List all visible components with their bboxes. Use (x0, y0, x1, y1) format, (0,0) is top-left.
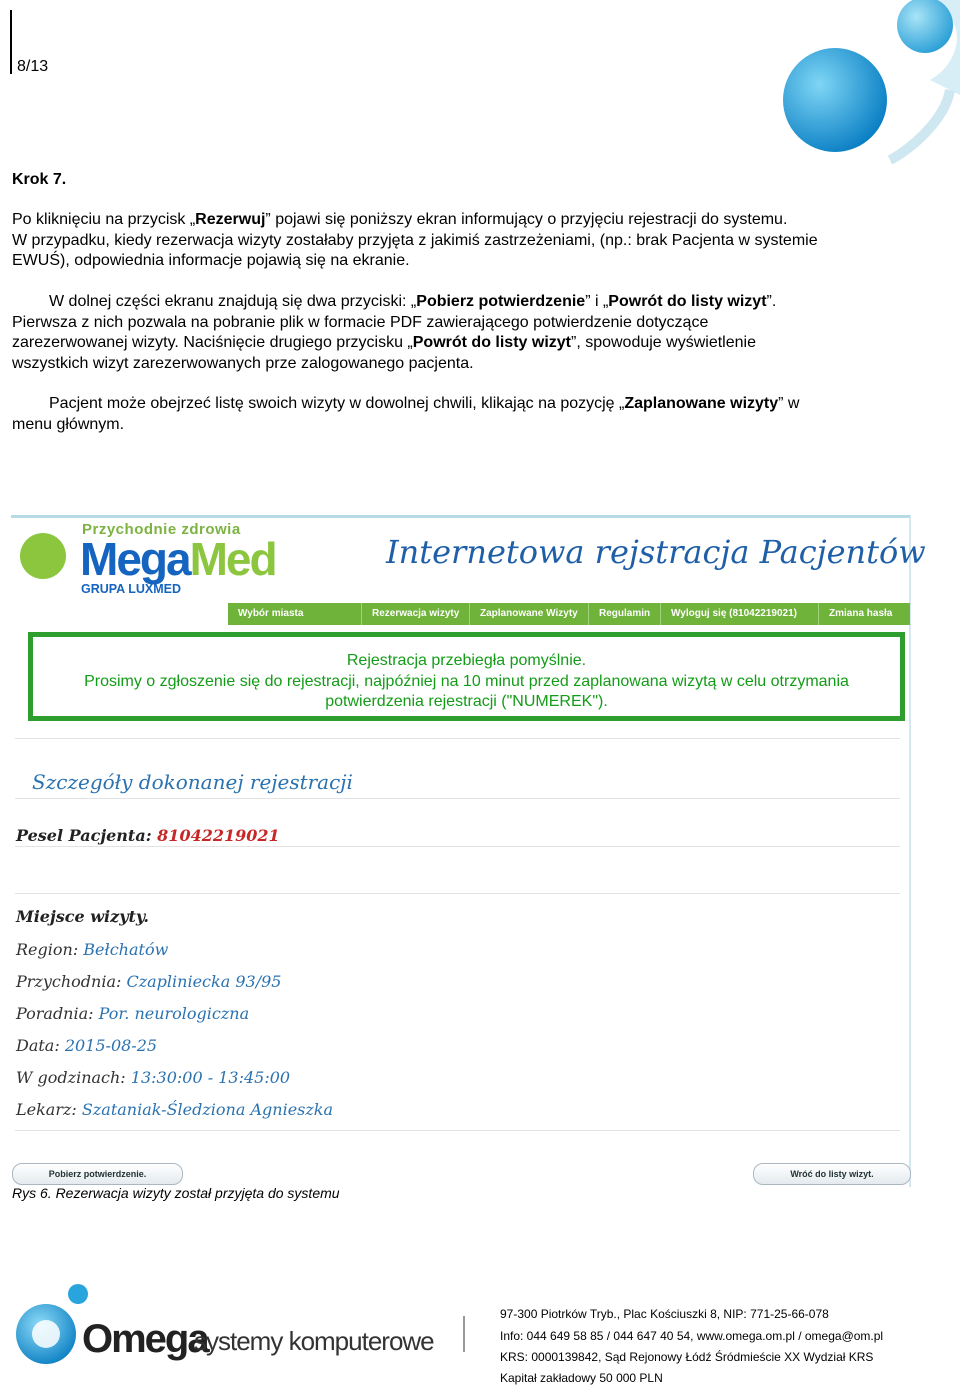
details-heading: Szczegóły dokonanej rejestracji (32, 770, 353, 794)
divider (15, 846, 900, 847)
divider (15, 893, 900, 894)
footer-contact: Info: 044 649 58 85 / 044 647 40 54, www.omega.om.pl / omega@om.pl (500, 1329, 884, 1343)
notice-line-2: Prosimy o zgłoszenie się do rejestracji, najpóźniej na 10 minut przed zaplanowana wizytą w celu otrzymania (84, 672, 849, 690)
page-number: 8/13 (17, 58, 49, 75)
detail-row-doctor: Lekarz: Szataniak-Śledziona Agnieszka (16, 1100, 334, 1119)
notice-line-1: Rejestracja przebiegła pomyślnie. (346, 652, 587, 669)
intro-paragraph-1: Po kliknięciu na przycisk „Rezerwuj” pojawi się poniższy ekran informujący o przyjęciu rejestracji do systemu. W przypadku, kiedy rezerwacja wizyty zostałaby przyjęta z jakimiś zastrzeżeniami, (np.: brak Pacjenta w systemie EWUŚ), odpowiednia informacje pojawią się na ekranie. (12, 211, 818, 269)
download-confirmation-button[interactable]: Pobierz potwierdzenie. (12, 1163, 183, 1185)
detail-row-region: Region: Bełchatów (16, 940, 169, 959)
detail-row-department: Poradnia: Por. neurologiczna (16, 1004, 250, 1023)
footer-address: 97-300 Piotrków Tryb., Plac Kościuszki 8, NIP: 771-25-66-078 (500, 1307, 829, 1321)
divider (15, 798, 900, 799)
step-title: Krok 7. (12, 171, 67, 188)
back-to-visits-button[interactable]: Wróć do listy wizyt. (753, 1163, 911, 1185)
main-menu (228, 603, 910, 625)
detail-row-clinic: Przychodnia: Czaplinieckа 93/95 (16, 972, 282, 991)
megamed-logo: MegaMed (80, 533, 276, 585)
omega-logo-word: Omega (82, 1317, 208, 1361)
nav-item-change-password[interactable]: Zmiana hasła (829, 608, 893, 619)
intro-paragraph-2: W dolnej części ekranu znajdują się dwa przyciski: „Pobierz potwierdzenie” i „Powrót do listy wizyt”. Pierwsza z nich pozwala na pobranie plik w formacie PDF zawierającego potwierdzenie dotyczące zarezerwowanej wizyty. Naciśnięcie drugiego przycisku „Powrót do listy wizyt”, spowoduje wyświetlenie wszystkich wizyt zarezerwowanych prze zalogowanego pacjenta. (12, 293, 777, 372)
footer-separator (463, 1316, 465, 1352)
footer-krs: KRS: 0000139842, Sąd Rejonowy Łódź Śródmieście XX Wydział KRS (500, 1350, 874, 1364)
notice-line-3: potwierdzenia rejestracji ("NUMEREK"). (325, 693, 608, 710)
divider (15, 738, 900, 739)
footer-capital: Kapitał zakładowy 50 000 PLN (500, 1371, 663, 1385)
visit-place-heading: Miejsce wizyty. (16, 907, 149, 926)
divider (15, 1130, 900, 1131)
figure-caption: Rys 6. Rezerwacja wizyty został przyjęta do systemu (12, 1185, 340, 1201)
logo-group-name: GRUPA LUXMED (81, 582, 181, 596)
nav-item-planned-visits[interactable]: Zaplanowane Wizyty (470, 603, 589, 625)
detail-row-hours: W godzinach: 13:30:00 - 13:45:00 (16, 1068, 291, 1087)
success-notice (28, 632, 905, 721)
nav-item-city[interactable]: Wybór miasta (228, 603, 362, 625)
nav-item-reservation[interactable]: Rezerwacja wizyty (362, 603, 470, 625)
pesel-row: Pesel Pacjenta: 81042219021 (16, 826, 280, 845)
banner-title: Internetowa rejstracja Pacjentów (386, 533, 926, 571)
omega-logo-subtitle: systemy komputerowe (194, 1326, 434, 1356)
page-margin-line (10, 10, 12, 74)
nav-item-regulations[interactable]: Regulamin (589, 603, 661, 625)
nav-item-logout[interactable]: Wyloguj się (81042219021) (661, 603, 819, 625)
intro-paragraph-3: Pacjent może obejrzeć listę swoich wizyty w dowolnej chwili, klikając na pozycję „Zaplanowane wizyty” w menu głównym. (12, 395, 800, 433)
megamed-leaf-icon (20, 533, 66, 579)
detail-row-date: Data: 2015-08-25 (16, 1036, 158, 1055)
logo-tagline: Przychodnie zdrowia (82, 521, 241, 538)
decorative-spheres-graphic (770, 0, 960, 170)
